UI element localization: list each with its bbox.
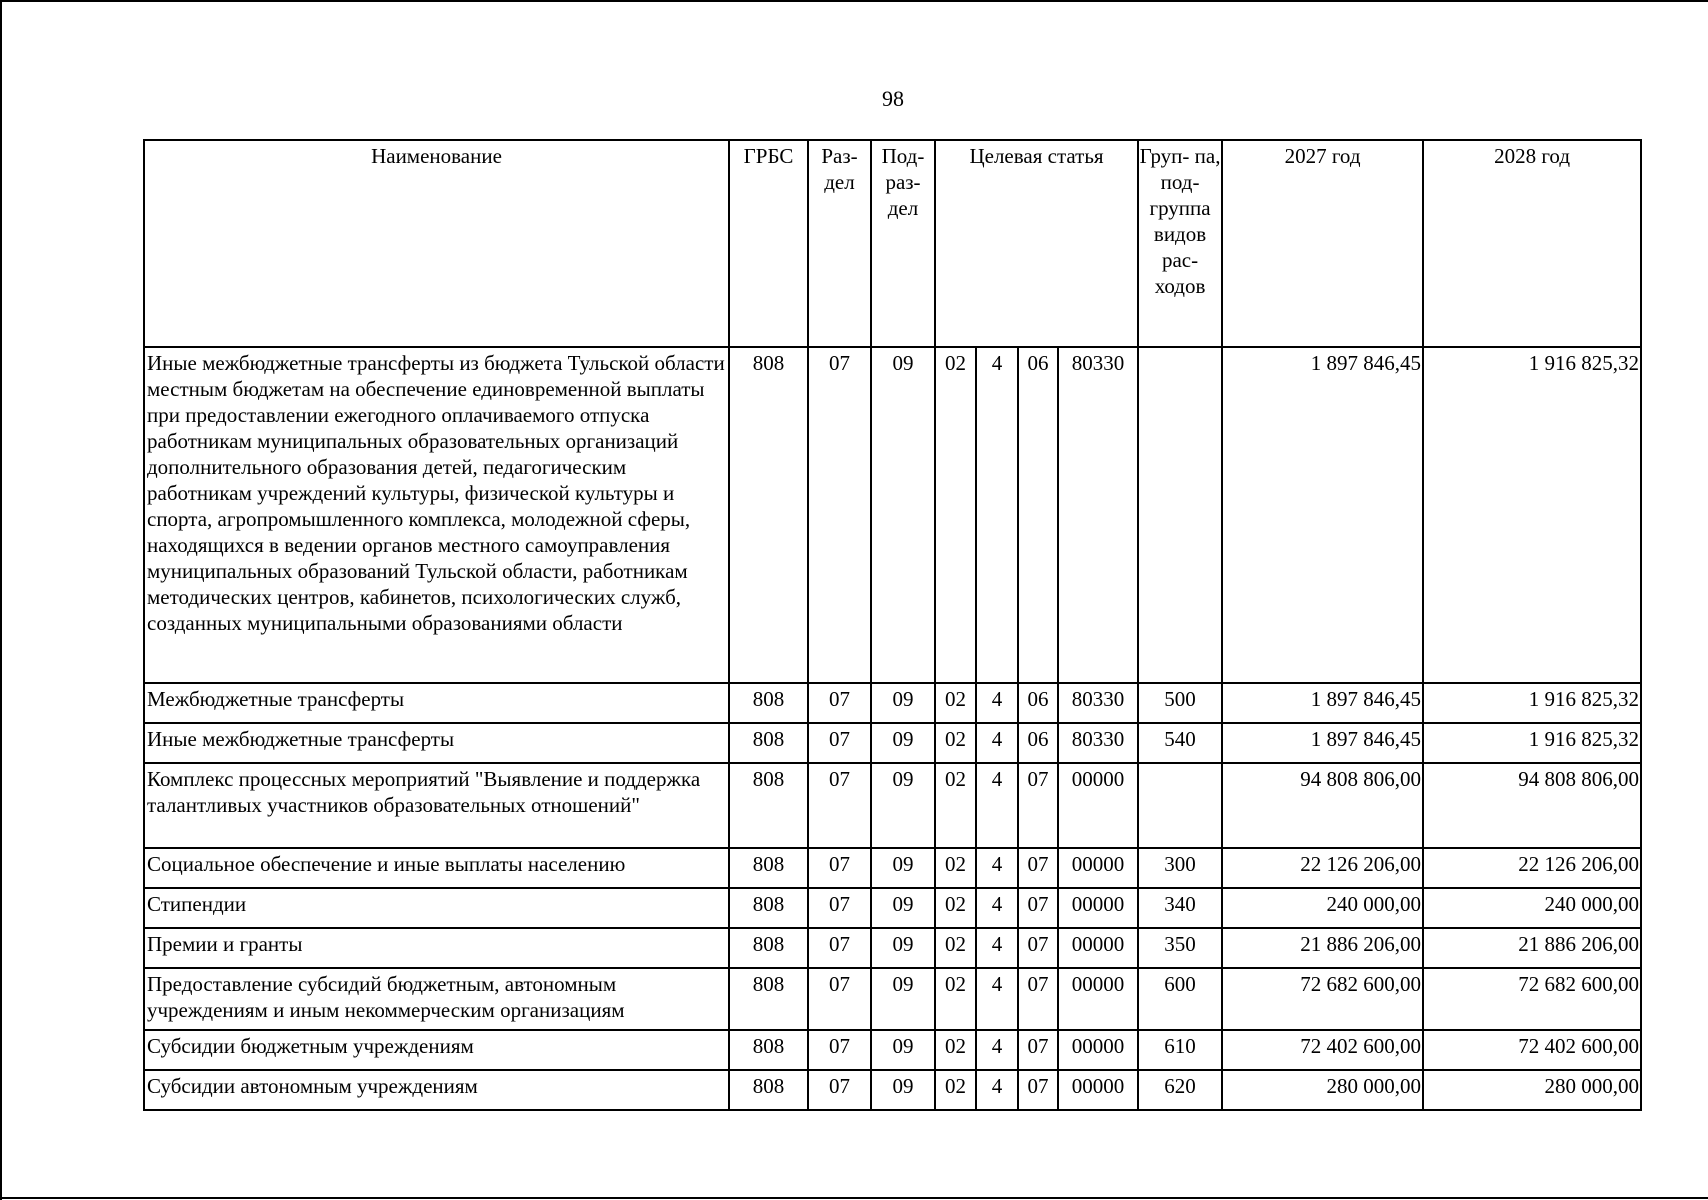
- row-name: Социальное обеспечение и иные выплаты населению: [144, 848, 729, 888]
- target-part4-cell: 80330: [1058, 683, 1138, 723]
- header-2028: 2028 год: [1423, 140, 1641, 347]
- amount-2028-cell: 22 126 206,00: [1423, 848, 1641, 888]
- grbs-cell: 808: [729, 928, 808, 968]
- target-part1-cell: 02: [935, 968, 976, 1030]
- expense-group-cell: 540: [1138, 723, 1222, 763]
- target-part3-cell: 06: [1018, 683, 1058, 723]
- header-grbs: ГРБС: [729, 140, 808, 347]
- page-number: 98: [882, 86, 904, 111]
- budget-table: [143, 139, 1642, 1111]
- grbs-cell: 808: [729, 888, 808, 928]
- amount-2027-cell: 240 000,00: [1222, 888, 1423, 928]
- amount-2028-cell: 1 916 825,32: [1423, 347, 1641, 683]
- target-part4-cell: 00000: [1058, 968, 1138, 1030]
- grbs-cell: 808: [729, 683, 808, 723]
- target-part4-cell: 00000: [1058, 928, 1138, 968]
- page-border-bottom: [0, 1197, 1708, 1199]
- razdel-cell: 07: [808, 928, 871, 968]
- header-podrazdel: Под- раз- дел: [871, 140, 935, 347]
- razdel-cell: 07: [808, 848, 871, 888]
- row-name: Предоставление субсидий бюджетным, автономным учреждениям и иным некоммерческим организациям: [144, 968, 729, 1030]
- table-row: [144, 683, 1641, 723]
- expense-group-cell: 600: [1138, 968, 1222, 1030]
- page-border-top: [0, 0, 1708, 2]
- amount-2028-cell: 1 916 825,32: [1423, 723, 1641, 763]
- razdel-cell: 07: [808, 347, 871, 683]
- target-part1-cell: 02: [935, 848, 976, 888]
- amount-2028-cell: 240 000,00: [1423, 888, 1641, 928]
- row-name: Межбюджетные трансферты: [144, 683, 729, 723]
- grbs-cell: 808: [729, 1030, 808, 1070]
- target-part1-cell: 02: [935, 1070, 976, 1110]
- target-part1-cell: 02: [935, 928, 976, 968]
- table-row: [144, 968, 1641, 1030]
- amount-2027-cell: 1 897 846,45: [1222, 347, 1423, 683]
- target-part4-cell: 00000: [1058, 1070, 1138, 1110]
- target-part1-cell: 02: [935, 888, 976, 928]
- table-row: [144, 347, 1641, 683]
- podrazdel-cell: 09: [871, 683, 935, 723]
- podrazdel-cell: 09: [871, 888, 935, 928]
- target-part1-cell: 02: [935, 723, 976, 763]
- table-header-row: [144, 140, 1641, 347]
- podrazdel-cell: 09: [871, 928, 935, 968]
- row-name: Иные межбюджетные трансферты: [144, 723, 729, 763]
- row-name: Иные межбюджетные трансферты из бюджета Тульской области местным бюджетам на обеспечение единовременной выплаты при предоставлении ежегодного оплачиваемого отпуска работникам муниципальных образовательных организаций дополнительного образования детей, педагогическим работникам учреждений культуры, физической культуры и спорта, агропромышленного комплекса, молодежной сферы, находящихся в ведении органов местного самоуправления муниципальных образований Тульской области, работникам методических центров, кабинетов, психологических служб, созданных муниципальными образованиями области: [144, 347, 729, 683]
- table-body: [144, 347, 1641, 1110]
- amount-2027-cell: 1 897 846,45: [1222, 683, 1423, 723]
- expense-group-cell: 620: [1138, 1070, 1222, 1110]
- amount-2028-cell: 72 682 600,00: [1423, 968, 1641, 1030]
- target-part2-cell: 4: [976, 347, 1018, 683]
- grbs-cell: 808: [729, 848, 808, 888]
- amount-2028-cell: 280 000,00: [1423, 1070, 1641, 1110]
- target-part4-cell: 00000: [1058, 848, 1138, 888]
- target-part2-cell: 4: [976, 763, 1018, 848]
- amount-2028-cell: 21 886 206,00: [1423, 928, 1641, 968]
- table-row: [144, 928, 1641, 968]
- expense-group-cell: [1138, 347, 1222, 683]
- amount-2027-cell: 72 402 600,00: [1222, 1030, 1423, 1070]
- target-part2-cell: 4: [976, 848, 1018, 888]
- razdel-cell: 07: [808, 1070, 871, 1110]
- table-row: [144, 1070, 1641, 1110]
- target-part2-cell: 4: [976, 968, 1018, 1030]
- amount-2027-cell: 94 808 806,00: [1222, 763, 1423, 848]
- target-part3-cell: 07: [1018, 968, 1058, 1030]
- amount-2027-cell: 1 897 846,45: [1222, 723, 1423, 763]
- expense-group-cell: 610: [1138, 1030, 1222, 1070]
- amount-2027-cell: 21 886 206,00: [1222, 928, 1423, 968]
- amount-2028-cell: 72 402 600,00: [1423, 1030, 1641, 1070]
- grbs-cell: 808: [729, 1070, 808, 1110]
- header-razdel: Раз- дел: [808, 140, 871, 347]
- razdel-cell: 07: [808, 723, 871, 763]
- expense-group-cell: 300: [1138, 848, 1222, 888]
- target-part1-cell: 02: [935, 347, 976, 683]
- table-row: [144, 763, 1641, 848]
- target-part1-cell: 02: [935, 1030, 976, 1070]
- table-row: [144, 888, 1641, 928]
- razdel-cell: 07: [808, 683, 871, 723]
- target-part4-cell: 00000: [1058, 763, 1138, 848]
- podrazdel-cell: 09: [871, 723, 935, 763]
- grbs-cell: 808: [729, 723, 808, 763]
- podrazdel-cell: 09: [871, 968, 935, 1030]
- target-part3-cell: 06: [1018, 347, 1058, 683]
- expense-group-cell: [1138, 763, 1222, 848]
- target-part4-cell: 00000: [1058, 1030, 1138, 1070]
- expense-group-cell: 500: [1138, 683, 1222, 723]
- target-part2-cell: 4: [976, 888, 1018, 928]
- target-part4-cell: 80330: [1058, 347, 1138, 683]
- page-border-left: [0, 0, 2, 1200]
- target-part1-cell: 02: [935, 683, 976, 723]
- target-part3-cell: 07: [1018, 928, 1058, 968]
- table-row: [144, 723, 1641, 763]
- row-name: Комплекс процессных мероприятий "Выявление и поддержка талантливых участников образовательных отношений": [144, 763, 729, 848]
- grbs-cell: 808: [729, 347, 808, 683]
- razdel-cell: 07: [808, 1030, 871, 1070]
- podrazdel-cell: 09: [871, 1030, 935, 1070]
- target-part3-cell: 07: [1018, 888, 1058, 928]
- expense-group-cell: 340: [1138, 888, 1222, 928]
- row-name: Стипендии: [144, 888, 729, 928]
- amount-2028-cell: 94 808 806,00: [1423, 763, 1641, 848]
- target-part4-cell: 80330: [1058, 723, 1138, 763]
- podrazdel-cell: 09: [871, 1070, 935, 1110]
- target-part2-cell: 4: [976, 1030, 1018, 1070]
- amount-2027-cell: 72 682 600,00: [1222, 968, 1423, 1030]
- target-part2-cell: 4: [976, 928, 1018, 968]
- razdel-cell: 07: [808, 968, 871, 1030]
- target-part3-cell: 07: [1018, 1070, 1058, 1110]
- target-part3-cell: 06: [1018, 723, 1058, 763]
- grbs-cell: 808: [729, 968, 808, 1030]
- header-expense-group: Груп- па, под- группа видов рас- ходов: [1138, 140, 1222, 347]
- table-row: [144, 848, 1641, 888]
- razdel-cell: 07: [808, 888, 871, 928]
- grbs-cell: 808: [729, 763, 808, 848]
- table-row: [144, 1030, 1641, 1070]
- row-name: Премии и гранты: [144, 928, 729, 968]
- header-name: Наименование: [144, 140, 729, 347]
- row-name: Субсидии бюджетным учреждениям: [144, 1030, 729, 1070]
- target-part3-cell: 07: [1018, 1030, 1058, 1070]
- amount-2027-cell: 22 126 206,00: [1222, 848, 1423, 888]
- amount-2028-cell: 1 916 825,32: [1423, 683, 1641, 723]
- podrazdel-cell: 09: [871, 763, 935, 848]
- amount-2027-cell: 280 000,00: [1222, 1070, 1423, 1110]
- target-part2-cell: 4: [976, 1070, 1018, 1110]
- target-part1-cell: 02: [935, 763, 976, 848]
- target-part3-cell: 07: [1018, 763, 1058, 848]
- podrazdel-cell: 09: [871, 848, 935, 888]
- header-2027: 2027 год: [1222, 140, 1423, 347]
- target-part4-cell: 00000: [1058, 888, 1138, 928]
- row-name: Субсидии автономным учреждениям: [144, 1070, 729, 1110]
- target-part3-cell: 07: [1018, 848, 1058, 888]
- razdel-cell: 07: [808, 763, 871, 848]
- expense-group-cell: 350: [1138, 928, 1222, 968]
- podrazdel-cell: 09: [871, 347, 935, 683]
- header-target-article: Целевая статья: [935, 140, 1138, 347]
- target-part2-cell: 4: [976, 723, 1018, 763]
- target-part2-cell: 4: [976, 683, 1018, 723]
